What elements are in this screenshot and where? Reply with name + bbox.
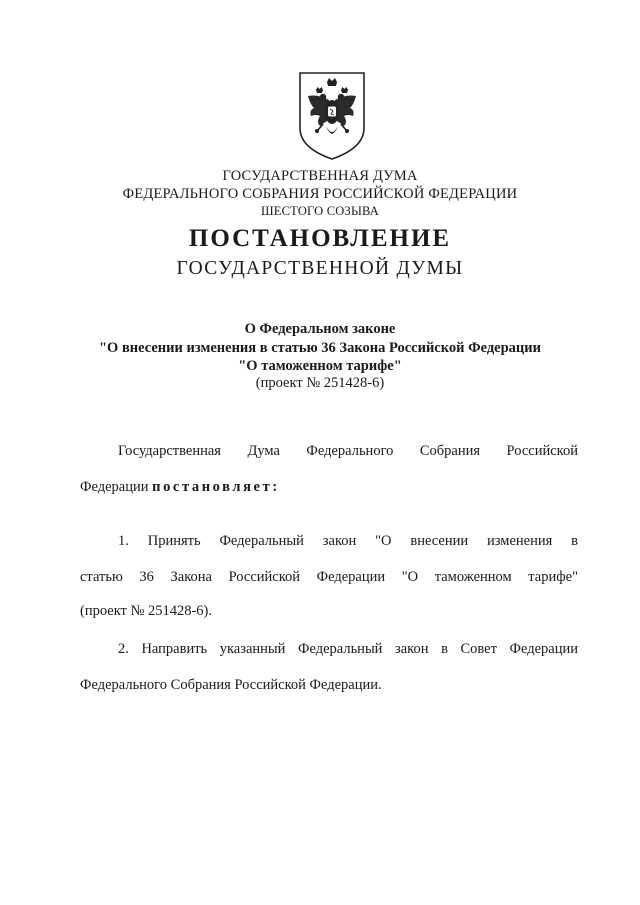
paragraph-3-line-1: 2. Направить указанный Федеральный закон в Совет Федерации xyxy=(118,641,578,657)
draft-number: (проект № 251428-6) xyxy=(255,375,385,391)
org-line-1: ГОСУДАРСТВЕННАЯ ДУМА xyxy=(222,168,418,184)
paragraph-1-text: Федерации xyxy=(80,479,149,495)
paragraph-2-line-3: (проект № 251428-6). xyxy=(80,603,213,619)
law-title-line-1: О Федеральном законе xyxy=(244,321,396,337)
paragraph-3-line-2: Федерального Собрания Российской Федерации. xyxy=(80,677,382,693)
paragraph-2-line-1: 1. Принять Федеральный закон "О внесении изменения в xyxy=(118,533,578,549)
coat-of-arms-icon xyxy=(296,70,368,162)
convocation-line: ШЕСТОГО СОЗЫВА xyxy=(260,204,380,218)
paragraph-1-line-2 xyxy=(80,478,280,496)
law-title-line-3: "О таможенном тарифе" xyxy=(238,358,402,374)
paragraph-1-line-1: Государственная Дума Федерального Собрания Российской xyxy=(118,443,578,459)
paragraph-2-line-2: статью 36 Закона Российской Федерации "О таможенном тарифе" xyxy=(80,569,578,585)
resolves-emphasis: постановляет: xyxy=(152,479,280,495)
org-line-2: ФЕДЕРАЛЬНОГО СОБРАНИЯ РОССИЙСКОЙ ФЕДЕРАЦИИ xyxy=(122,186,518,202)
document-title: ПОСТАНОВЛЕНИЕ xyxy=(188,225,452,252)
law-title-line-2: "О внесении изменения в статью 36 Закона Российской Федерации xyxy=(99,340,541,356)
document-subtitle: ГОСУДАРСТВЕННОЙ ДУМЫ xyxy=(176,258,464,279)
